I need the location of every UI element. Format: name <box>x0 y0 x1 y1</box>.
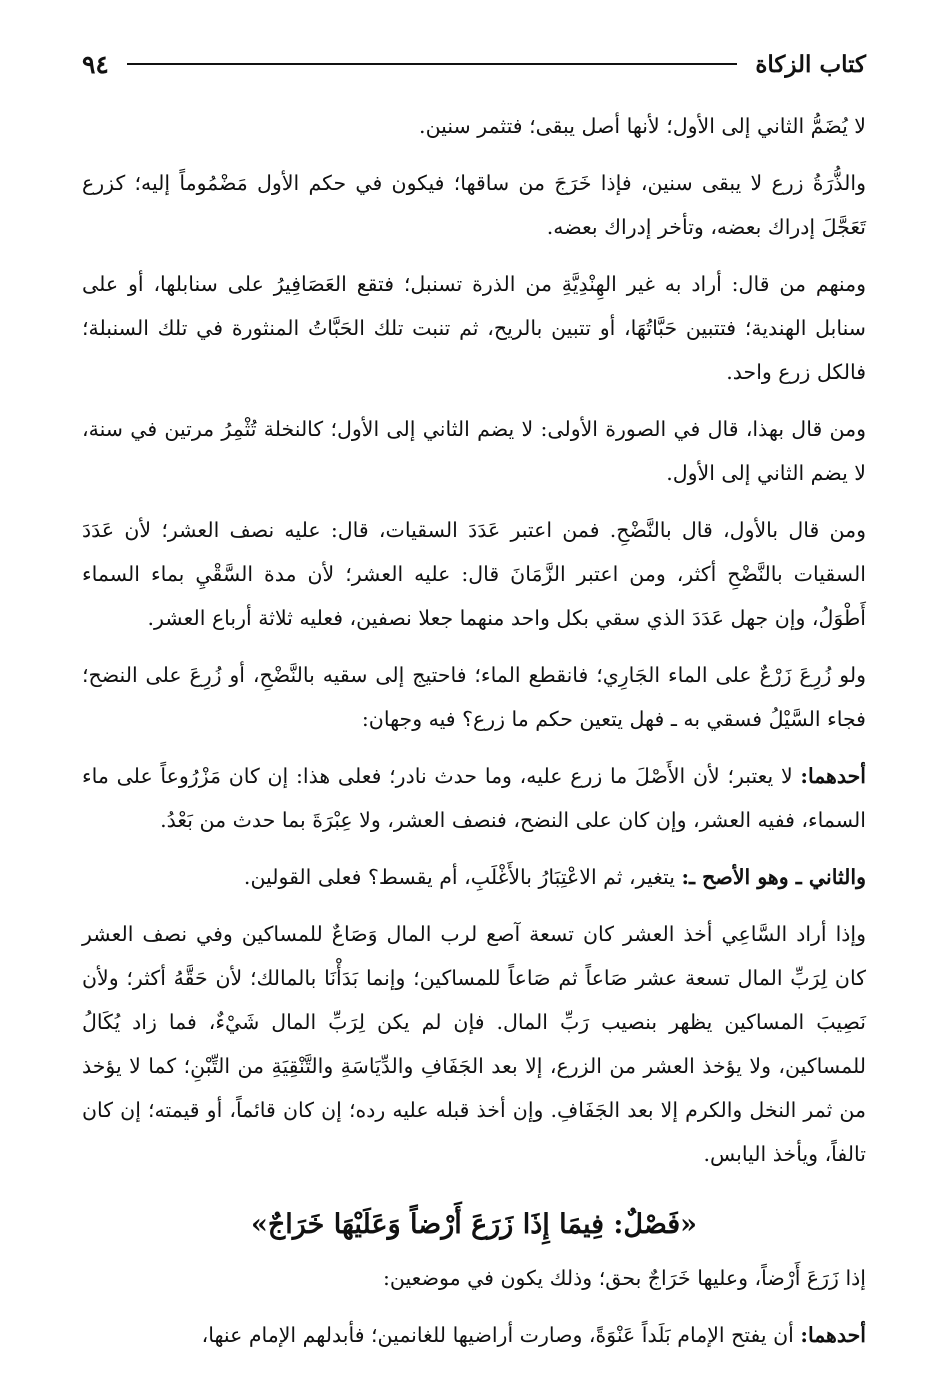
paragraph-text: وإذا أراد السَّاعِي أخذ العشر كان تسعة آصع لرب المال وَصَاعٌ للمساكين وفي نصف العشر كان لِرَبِّ المال تسعة عشر صَاعاً ثم صَاعاً للمساكين؛ وإنما بَدَأْنَا بالمالك؛ لأن حَقَّهُ أكثر؛ ولأن نَصِيبَ المساكين يظهر بنصيب رَبِّ المال. فإن لم يكن لِرَبِّ المال شَيْءٌ، فما زاد يُكَالُ للمساكين، ولا يؤخذ العشر من الزرع، إلا بعد الجَفَافِ والدِّيَاسَةِ والتَّنْقِيَةِ من التِّبْنِ؛ كما لا يؤخذ من ثمر النخل والكرم إلا بعد الجَفَافِ. وإن أخذ قبله عليه رده؛ إن كان قائماً، أو قيمته؛ إن كان تالفاً، ويأخذ اليابس. <box>82 922 866 1166</box>
paragraph <box>82 262 866 394</box>
header-rule <box>127 63 737 65</box>
paragraph <box>82 508 866 640</box>
paragraph-lead: أحدهما: <box>800 764 866 788</box>
paragraph <box>82 104 866 148</box>
paragraph <box>82 1256 866 1300</box>
paragraph <box>82 1313 866 1357</box>
paragraph-lead: أحدهما: <box>800 1323 866 1347</box>
paragraph-text: لا يعتبر؛ لأن الأَصْلَ ما زرع عليه، وما حدث نادر؛ فعلى هذا: إن كان مَزْرُوعاً على ماء السماء، ففيه العشر، وإن كان على النضح، فنصف العشر، ولا عِبْرَةَ بما حدث من بَعْدُ. <box>82 764 866 832</box>
paragraph-text: يتغير، ثم الاعْتِبَارُ بالأَغْلَبِ، أم يقسط؟ فعلى القولين. <box>243 865 675 889</box>
paragraph-text: ولو زُرِعَ زَرْعٌ على الماء الجَارِي؛ فانقطع الماء؛ فاحتيج إلى سقيه بالنَّضْحِ، أو زُرِعَ على النضح؛ فجاء السَّيْلُ فسقي به ـ فهل يتعين حكم ما زرع؟ فيه وجهان: <box>82 663 866 731</box>
chapter-title: كتاب الزكاة <box>755 50 866 78</box>
paragraph <box>82 754 866 842</box>
paragraph <box>82 855 866 899</box>
paragraph <box>82 161 866 249</box>
page-number: ٩٤ <box>82 49 109 79</box>
paragraph-lead: والثاني ـ وهو الأصح ـ: <box>681 865 866 889</box>
paragraph <box>82 407 866 495</box>
paragraph-text: ومن قال بالأول، قال بالنَّضْحِ. فمن اعتبر عَدَدَ السقيات، قال: عليه نصف العشر؛ لأن عَدَدَ السقيات بالنَّضْحِ أكثر، ومن اعتبر الزَّمَانَ قال: عليه العشر؛ لأن مدة السَّقْيِ بماء السماء أَطْوَلُ، وإن جهل عَدَدَ الذي سقي بكل واحد منهما جعلا نصفين، فعليه ثلاثة أرباع العشر. <box>82 518 866 630</box>
paragraph <box>82 653 866 741</box>
paragraph-text: ومنهم من قال: أراد به غير الهِنْدِيَّةِ من الذرة تسنبل؛ فتقع العَصَافِيرُ على سنابلها، أو على سنابل الهندية؛ فتتبين حَبَّاتُهَا، أو تتبين بالريح، ثم تنبت تلك الحَبَّاتُ المنثورة في تلك السنبلة؛ فالكل زرع واحد. <box>82 272 866 384</box>
paragraph-text: والذُّرَةُ زرع لا يبقى سنين، فإذا خَرَجَ من ساقها؛ فيكون في حكم الأول مَضْمُوماً إليه؛ كزرع تَعَجَّلَ إدراك بعضه، وتأخر إدراك بعضه. <box>82 171 866 239</box>
paragraph-text: إذا زَرَعَ أَرْضاً، وعليها خَرَاجٌ بحق؛ وذلك يكون في موضعين: <box>382 1266 866 1290</box>
paragraph <box>82 912 866 1176</box>
paragraph-text: ومن قال بهذا، قال في الصورة الأولى: لا يضم الثاني إلى الأول؛ كالنخلة تُثْمِرُ مرتين في سنة، لا يضم الثاني إلى الأول. <box>82 417 866 485</box>
section-heading: «فَصْلٌ: فِيمَا إِذَا زَرَعَ أَرْضاً وَعَلَيْهَا خَرَاجٌ» <box>250 1209 698 1240</box>
paragraph-text: أن يفتح الإمام بَلَداً عَنْوَةً، وصارت أراضيها للغانمين؛ فأبدلهم الإمام عنها، <box>201 1323 794 1347</box>
main-text <box>82 104 866 1357</box>
paragraph-text: لا يُضَمُّ الثاني إلى الأول؛ لأنها أصل يبقى؛ فتثمر سنين. <box>419 114 866 138</box>
page-header <box>82 44 866 84</box>
